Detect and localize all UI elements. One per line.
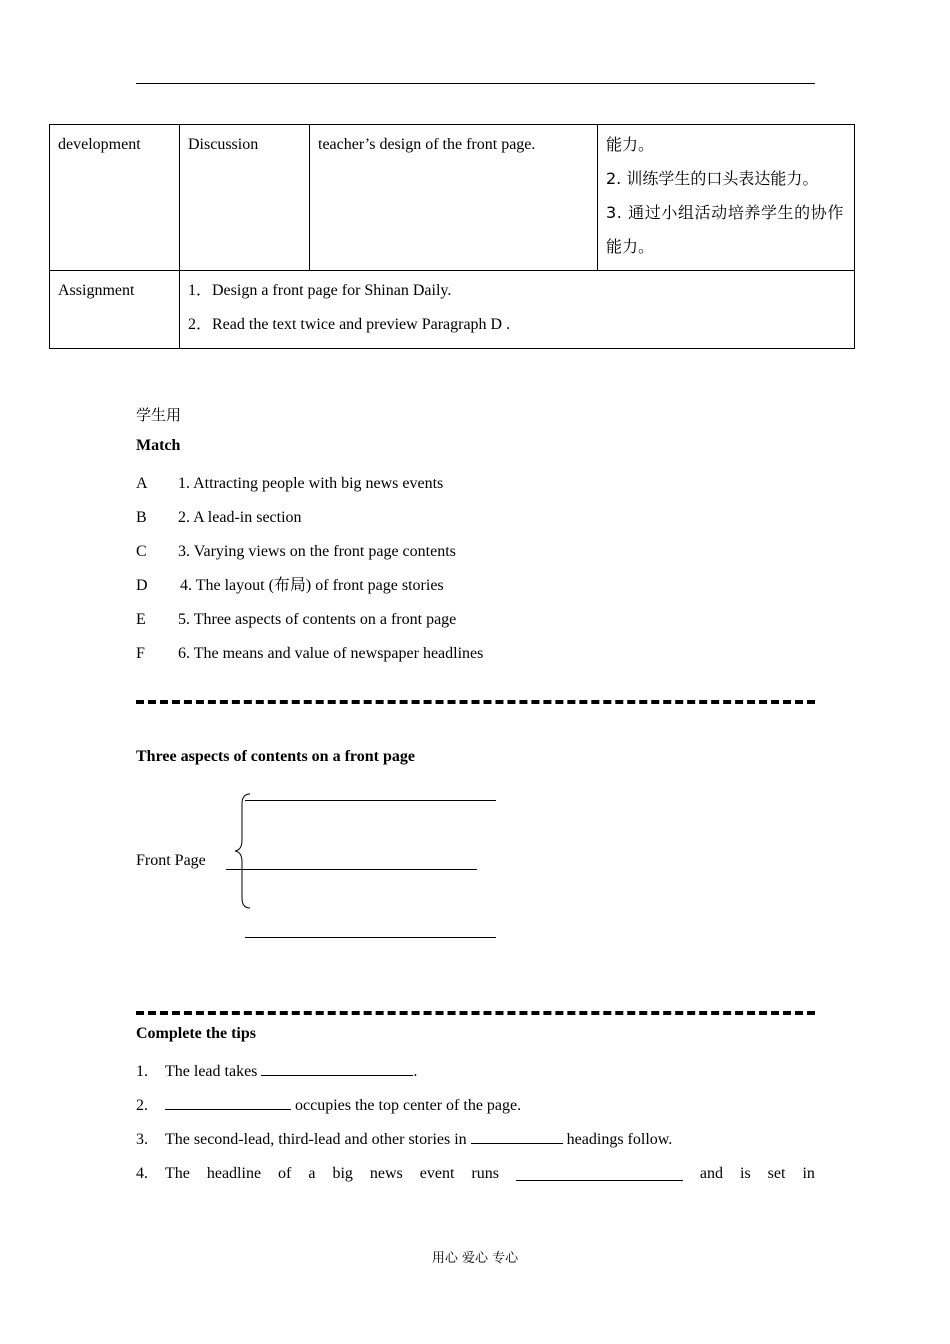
assignment-item: 1．Design a front page for Shinan Daily. bbox=[188, 282, 452, 299]
page-footer: 用心 爱心 专心 bbox=[431, 1251, 519, 1266]
match-row bbox=[136, 574, 444, 598]
tip-item bbox=[136, 1127, 672, 1151]
tip-word: headline bbox=[206, 1165, 262, 1182]
tip-word: runs bbox=[471, 1165, 499, 1182]
activity-text: Discussion bbox=[188, 136, 259, 153]
tip-number: 3. bbox=[136, 1131, 148, 1148]
tip-word: and bbox=[699, 1165, 724, 1182]
stage-cell bbox=[50, 271, 180, 349]
match-row bbox=[136, 472, 443, 496]
tip-item bbox=[136, 1093, 521, 1117]
answer-blank[interactable] bbox=[471, 1127, 563, 1144]
content-cell bbox=[310, 125, 598, 271]
header-rule bbox=[136, 83, 815, 84]
match-text: 1. Attracting people with big news events bbox=[178, 475, 444, 492]
tip-number: 2. bbox=[136, 1097, 148, 1114]
tip-word: news bbox=[369, 1165, 403, 1182]
match-letter: C bbox=[136, 543, 147, 560]
match-text: 3. Varying views on the front page contents bbox=[178, 543, 456, 560]
match-text: 5. Three aspects of contents on a front page bbox=[178, 611, 457, 628]
match-text: 4. The layout (布局) of front page stories bbox=[180, 577, 444, 594]
match-letter: B bbox=[136, 509, 147, 526]
purpose-line: 2. 训练学生的口头表达能力。 bbox=[606, 169, 819, 188]
match-letter: A bbox=[136, 475, 148, 492]
answer-blank[interactable] bbox=[516, 1162, 683, 1181]
tip-text: . bbox=[413, 1063, 418, 1080]
content-text: teacher’s design of the front page. bbox=[318, 136, 536, 153]
match-row bbox=[136, 506, 302, 530]
tip-word: 4. bbox=[136, 1165, 148, 1182]
student-section-label: 学生用 bbox=[136, 406, 182, 424]
stage-text: development bbox=[58, 136, 141, 153]
purpose-line: 能力。 bbox=[606, 135, 655, 154]
tip-number: 1. bbox=[136, 1063, 148, 1080]
tip-text: occupies the top center of the page. bbox=[295, 1097, 522, 1114]
curly-brace-icon bbox=[232, 792, 252, 910]
section-divider bbox=[136, 1011, 815, 1015]
match-row bbox=[136, 608, 456, 632]
purpose-line: 能力。 bbox=[606, 237, 655, 256]
assignment-item: 2．Read the text twice and preview Paragraph D . bbox=[188, 316, 511, 333]
tips-heading: Complete the tips bbox=[136, 1025, 256, 1042]
match-row bbox=[136, 642, 483, 666]
answer-blank[interactable] bbox=[226, 869, 477, 870]
tip-text: The second-lead, third-lead and other stories in bbox=[165, 1131, 467, 1148]
section-divider bbox=[136, 700, 815, 704]
match-letter: F bbox=[136, 645, 145, 662]
match-letter: E bbox=[136, 611, 146, 628]
aspects-heading: Three aspects of contents on a front page bbox=[136, 748, 415, 765]
tip-word: of bbox=[278, 1165, 292, 1182]
answer-blank[interactable] bbox=[261, 1059, 413, 1076]
match-heading: Match bbox=[136, 437, 181, 454]
stage-text: Assignment bbox=[58, 282, 135, 299]
activity-cell bbox=[180, 125, 310, 271]
tip-item bbox=[136, 1059, 417, 1083]
front-page-label: Front Page bbox=[136, 852, 206, 869]
match-text: 6. The means and value of newspaper headlines bbox=[178, 645, 484, 662]
tip-word: in bbox=[802, 1165, 815, 1182]
lesson-plan-table bbox=[49, 124, 855, 349]
tip-word: The bbox=[164, 1165, 190, 1182]
answer-blank[interactable] bbox=[165, 1093, 291, 1110]
answer-blank[interactable] bbox=[245, 800, 496, 801]
tip-text: The lead takes bbox=[165, 1063, 258, 1080]
purpose-line: 3. 通过小组活动培养学生的协作 bbox=[606, 203, 844, 222]
stage-cell bbox=[50, 125, 180, 271]
assignment-cell bbox=[180, 271, 855, 349]
answer-blank[interactable] bbox=[245, 937, 496, 938]
tip-item-justified bbox=[136, 1162, 815, 1186]
tip-word: event bbox=[419, 1165, 455, 1182]
tip-word: a bbox=[308, 1165, 316, 1182]
tip-word: set bbox=[767, 1165, 786, 1182]
tip-word: is bbox=[740, 1165, 751, 1182]
tip-text: headings follow. bbox=[566, 1131, 673, 1148]
tip-word: big bbox=[332, 1165, 353, 1182]
purpose-cell bbox=[598, 125, 855, 271]
table-row bbox=[50, 271, 855, 349]
table-row bbox=[50, 125, 855, 271]
match-row bbox=[136, 540, 456, 564]
match-letter: D bbox=[136, 577, 148, 594]
match-text: 2. A lead-in section bbox=[178, 509, 302, 526]
